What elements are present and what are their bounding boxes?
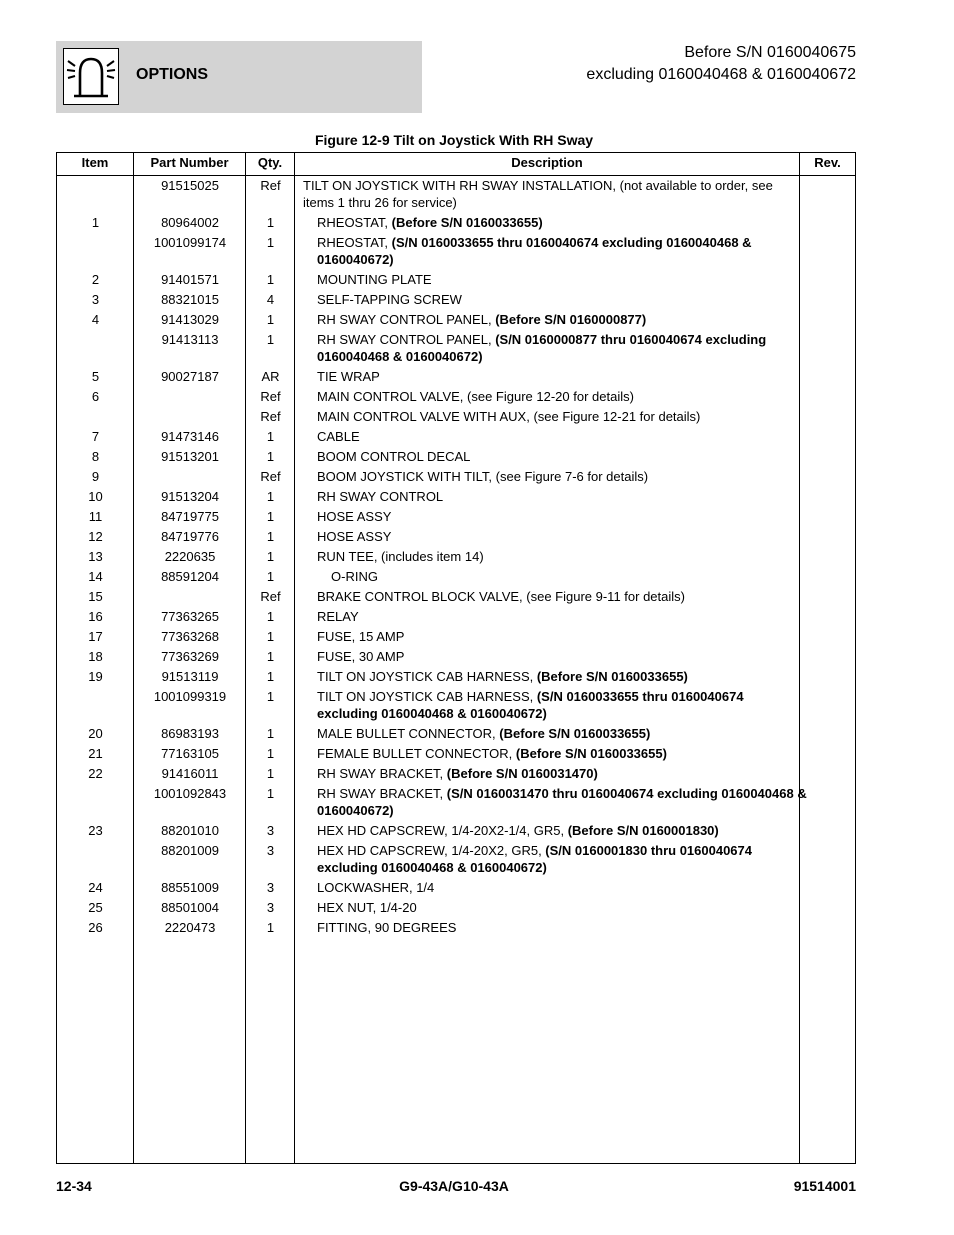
part-number-cell: 80964002: [161, 215, 219, 230]
qty-cell: 1: [266, 529, 275, 544]
part-number-cell: 1001092843: [153, 786, 227, 801]
description-cell: [299, 271, 807, 288]
description-cell: [299, 468, 807, 485]
description-cell: [299, 388, 807, 405]
table-row: [57, 271, 855, 291]
part-number-cell: 84719775: [161, 509, 219, 524]
item-cell: 8: [91, 449, 100, 464]
table-row: [57, 508, 855, 528]
item-cell: 13: [88, 549, 103, 564]
part-number-cell: 77363265: [161, 609, 219, 624]
description-text: MALE BULLET CONNECTOR,: [317, 726, 500, 741]
part-number-cell: 91416011: [161, 766, 219, 781]
item-cell: 2: [91, 272, 100, 287]
table-row: [57, 745, 855, 765]
table-row: [57, 234, 855, 271]
qty-cell: 1: [266, 549, 275, 564]
table-row: [57, 428, 855, 448]
description-text: RHEOSTAT,: [317, 215, 392, 230]
serial-range-text: (Before S/N 0160001830): [567, 823, 719, 838]
table-row: [57, 548, 855, 568]
qty-cell: 1: [266, 766, 275, 781]
qty-cell: 1: [266, 332, 275, 347]
description-text: TILT ON JOYSTICK WITH RH SWAY INSTALLATION, (not available to order, see items 1 thru 26 for service): [303, 178, 773, 210]
part-number-cell: 91513201: [161, 449, 219, 464]
qty-cell: Ref: [260, 409, 281, 424]
part-number-cell: 2220473: [164, 920, 216, 935]
table-row: [57, 765, 855, 785]
serial-line-2: excluding 0160040468 & 0160040672: [586, 66, 856, 83]
part-number-cell: 91413029: [161, 312, 219, 327]
description-cell: [299, 879, 807, 896]
description-cell: [299, 508, 807, 525]
table-row: [57, 688, 855, 725]
qty-cell: 1: [266, 726, 275, 741]
description-text: FUSE, 30 AMP: [317, 649, 405, 664]
part-number-cell: 88201009: [161, 843, 219, 858]
item-cell: 9: [91, 469, 100, 484]
serial-range-text: (S/N 0160000877 thru 0160040674 excluding 0160040468 & 0160040672): [317, 332, 767, 364]
serial-range-text: (Before S/N 0160033655): [536, 669, 688, 684]
table-row: [57, 177, 855, 214]
description-cell: [299, 919, 807, 936]
qty-cell: 1: [266, 235, 275, 250]
qty-cell: Ref: [260, 589, 281, 604]
item-cell: 16: [88, 609, 103, 624]
header-item: Item: [81, 155, 109, 170]
description-cell: [299, 745, 807, 762]
description-text: TILT ON JOYSTICK CAB HARNESS,: [317, 669, 537, 684]
table-row: [57, 408, 855, 428]
item-cell: 18: [88, 649, 103, 664]
item-cell: 22: [88, 766, 103, 781]
description-cell: [299, 177, 793, 211]
table-row: [57, 528, 855, 548]
description-text: CABLE: [317, 429, 360, 444]
description-cell: [299, 311, 807, 328]
description-text: RELAY: [317, 609, 359, 624]
description-cell: [299, 842, 807, 876]
description-cell: [299, 528, 807, 545]
description-text: RH SWAY CONTROL PANEL,: [317, 332, 496, 347]
table-row: [57, 608, 855, 628]
item-cell: 15: [88, 589, 103, 604]
header-part-number: Part Number: [150, 155, 229, 170]
part-number-cell: 88591204: [161, 569, 219, 584]
description-cell: [299, 568, 821, 585]
description-text: HOSE ASSY: [317, 529, 392, 544]
description-cell: [299, 548, 807, 565]
table-row: [57, 879, 855, 899]
table-row: [57, 899, 855, 919]
item-cell: 17: [88, 629, 103, 644]
description-cell: [299, 628, 807, 645]
parts-table: [56, 152, 856, 1164]
description-text: FUSE, 15 AMP: [317, 629, 405, 644]
header-description: Description: [511, 155, 583, 170]
description-cell: [299, 899, 807, 916]
description-cell: [299, 291, 807, 308]
part-number-cell: 91473146: [161, 429, 219, 444]
qty-cell: Ref: [260, 469, 281, 484]
table-body: [57, 177, 855, 939]
description-text: MAIN CONTROL VALVE WITH AUX, (see Figure 12-21 for details): [317, 409, 701, 424]
part-number-cell: 88321015: [161, 292, 219, 307]
serial-range-text: (Before S/N 0160000877): [495, 312, 647, 327]
part-number-cell: 90027187: [161, 369, 219, 384]
table-row: [57, 448, 855, 468]
description-text: HEX NUT, 1/4-20: [317, 900, 417, 915]
serial-range-text: (Before S/N 0160033655): [391, 215, 543, 230]
description-text: BRAKE CONTROL BLOCK VALVE, (see Figure 9-11 for details): [317, 589, 685, 604]
serial-range-text: (S/N 0160033655 thru 0160040674 excluding 0160040468 & 0160040672): [317, 235, 752, 267]
part-number-cell: 77163105: [161, 746, 219, 761]
description-cell: [299, 785, 807, 819]
qty-cell: 1: [266, 569, 275, 584]
table-row: [57, 668, 855, 688]
part-number-cell: 88501004: [161, 900, 219, 915]
description-cell: [299, 608, 807, 625]
table-row: [57, 368, 855, 388]
item-cell: 12: [88, 529, 103, 544]
description-cell: [299, 588, 807, 605]
table-header: [57, 153, 855, 176]
part-number-cell: 84719776: [161, 529, 219, 544]
description-text: MOUNTING PLATE: [317, 272, 432, 287]
table-row: [57, 842, 855, 879]
description-text: TILT ON JOYSTICK CAB HARNESS,: [317, 689, 537, 704]
qty-cell: 1: [266, 509, 275, 524]
table-row: [57, 331, 855, 368]
qty-cell: 3: [266, 843, 275, 858]
part-number-cell: 91513119: [161, 669, 219, 684]
description-text: RUN TEE, (includes item 14): [317, 549, 484, 564]
qty-cell: 1: [266, 629, 275, 644]
item-cell: 24: [88, 880, 103, 895]
part-number-cell: 91401571: [161, 272, 219, 287]
qty-cell: Ref: [260, 389, 281, 404]
qty-cell: 1: [266, 689, 275, 704]
item-cell: 4: [91, 312, 100, 327]
item-cell: 23: [88, 823, 103, 838]
description-cell: [299, 688, 807, 722]
serial-range-text: (Before S/N 0160033655): [499, 726, 651, 741]
page-number: 12-34: [56, 1178, 92, 1194]
description-cell: [299, 234, 807, 268]
description-text: HEX HD CAPSCREW, 1/4-20X2-1/4, GR5,: [317, 823, 568, 838]
description-cell: [299, 725, 807, 742]
description-cell: [299, 214, 807, 231]
qty-cell: 1: [266, 449, 275, 464]
table-row: [57, 214, 855, 234]
qty-cell: 1: [266, 920, 275, 935]
description-cell: [299, 408, 807, 425]
description-cell: [299, 331, 807, 365]
item-cell: 25: [88, 900, 103, 915]
part-number-cell: 2220635: [164, 549, 216, 564]
table-row: [57, 919, 855, 939]
table-row: [57, 785, 855, 822]
part-number-cell: 77363269: [161, 649, 219, 664]
description-cell: [299, 448, 807, 465]
qty-cell: AR: [261, 369, 280, 384]
serial-range-text: (S/N 0160031470 thru 0160040674 excluding 0160040468 & 0160040672): [317, 786, 807, 818]
description-text: FEMALE BULLET CONNECTOR,: [317, 746, 516, 761]
header-rev: Rev.: [814, 155, 841, 170]
description-cell: [299, 368, 807, 385]
qty-cell: 1: [266, 649, 275, 664]
description-text: TIE WRAP: [317, 369, 380, 384]
description-text: HEX HD CAPSCREW, 1/4-20X2, GR5,: [317, 843, 546, 858]
serial-range-text: (S/N 0160033655 thru 0160040674 excluding 0160040468 & 0160040672): [317, 689, 744, 721]
description-text: RH SWAY CONTROL PANEL,: [317, 312, 496, 327]
part-number-cell: 88201010: [161, 823, 219, 838]
qty-cell: 1: [266, 609, 275, 624]
part-number-cell: 91513204: [161, 489, 219, 504]
qty-cell: 1: [266, 312, 275, 327]
item-cell: 19: [88, 669, 103, 684]
item-cell: 6: [91, 389, 100, 404]
part-number-cell: 86983193: [161, 726, 219, 741]
description-text: LOCKWASHER, 1/4: [317, 880, 435, 895]
table-row: [57, 628, 855, 648]
serial-range-text: (Before S/N 0160033655): [515, 746, 667, 761]
item-cell: 1: [91, 215, 100, 230]
part-number-cell: 1001099319: [153, 689, 227, 704]
item-cell: 7: [91, 429, 100, 444]
table-row: [57, 488, 855, 508]
description-cell: [299, 648, 807, 665]
part-number-cell: 77363268: [161, 629, 219, 644]
description-text: O-RING: [331, 569, 378, 584]
item-cell: 11: [88, 509, 103, 524]
serial-range-text: (S/N 0160001830 thru 0160040674 excluding 0160040468 & 0160040672): [317, 843, 753, 875]
description-text: RH SWAY BRACKET,: [317, 766, 447, 781]
description-text: RHEOSTAT,: [317, 235, 392, 250]
description-text: HOSE ASSY: [317, 509, 392, 524]
description-text: BOOM CONTROL DECAL: [317, 449, 471, 464]
item-cell: 3: [91, 292, 100, 307]
table-row: [57, 725, 855, 745]
item-cell: 20: [88, 726, 103, 741]
table-row: [57, 468, 855, 488]
qty-cell: 1: [266, 215, 275, 230]
table-row: [57, 648, 855, 668]
serial-line-1: Before S/N 0160040675: [684, 44, 856, 61]
description-cell: [299, 765, 807, 782]
serial-info: [586, 42, 856, 86]
section-title: OPTIONS: [136, 66, 209, 83]
model-number: G9-43A/G10-43A: [399, 1178, 509, 1194]
qty-cell: Ref: [260, 178, 281, 193]
qty-cell: 1: [266, 746, 275, 761]
qty-cell: 3: [266, 900, 275, 915]
table-row: [57, 822, 855, 842]
description-cell: [299, 668, 807, 685]
description-text: RH SWAY BRACKET,: [317, 786, 447, 801]
table-row: [57, 568, 855, 588]
part-number-cell: 1001099174: [153, 235, 227, 250]
description-text: MAIN CONTROL VALVE, (see Figure 12-20 for details): [317, 389, 634, 404]
part-number-cell: 88551009: [161, 880, 219, 895]
header-qty: Qty.: [257, 155, 283, 170]
part-number-cell: 91515025: [161, 178, 219, 193]
figure-title: Figure 12-9 Tilt on Joystick With RH Sway: [314, 132, 594, 148]
item-cell: 21: [88, 746, 103, 761]
part-number-cell: 91413113: [161, 332, 219, 347]
qty-cell: 4: [266, 292, 275, 307]
manual-number: 91514001: [793, 1178, 856, 1194]
serial-range-text: (Before S/N 0160031470): [446, 766, 598, 781]
qty-cell: 1: [266, 489, 275, 504]
qty-cell: 1: [266, 272, 275, 287]
item-cell: 14: [88, 569, 103, 584]
item-cell: 10: [88, 489, 103, 504]
table-row: [57, 311, 855, 331]
qty-cell: 1: [266, 669, 275, 684]
table-row: [57, 291, 855, 311]
options-symbol-icon: [63, 48, 119, 105]
qty-cell: 1: [266, 429, 275, 444]
qty-cell: 1: [266, 786, 275, 801]
item-cell: 5: [91, 369, 100, 384]
description-cell: [299, 488, 807, 505]
table-row: [57, 388, 855, 408]
description-text: BOOM JOYSTICK WITH TILT, (see Figure 7-6 for details): [317, 469, 649, 484]
description-cell: [299, 428, 807, 445]
description-text: RH SWAY CONTROL: [317, 489, 444, 504]
description-text: SELF-TAPPING SCREW: [317, 292, 462, 307]
description-text: FITTING, 90 DEGREES: [317, 920, 457, 935]
qty-cell: 3: [266, 823, 275, 838]
description-cell: [299, 822, 807, 839]
table-row: [57, 588, 855, 608]
item-cell: 26: [88, 920, 103, 935]
qty-cell: 3: [266, 880, 275, 895]
